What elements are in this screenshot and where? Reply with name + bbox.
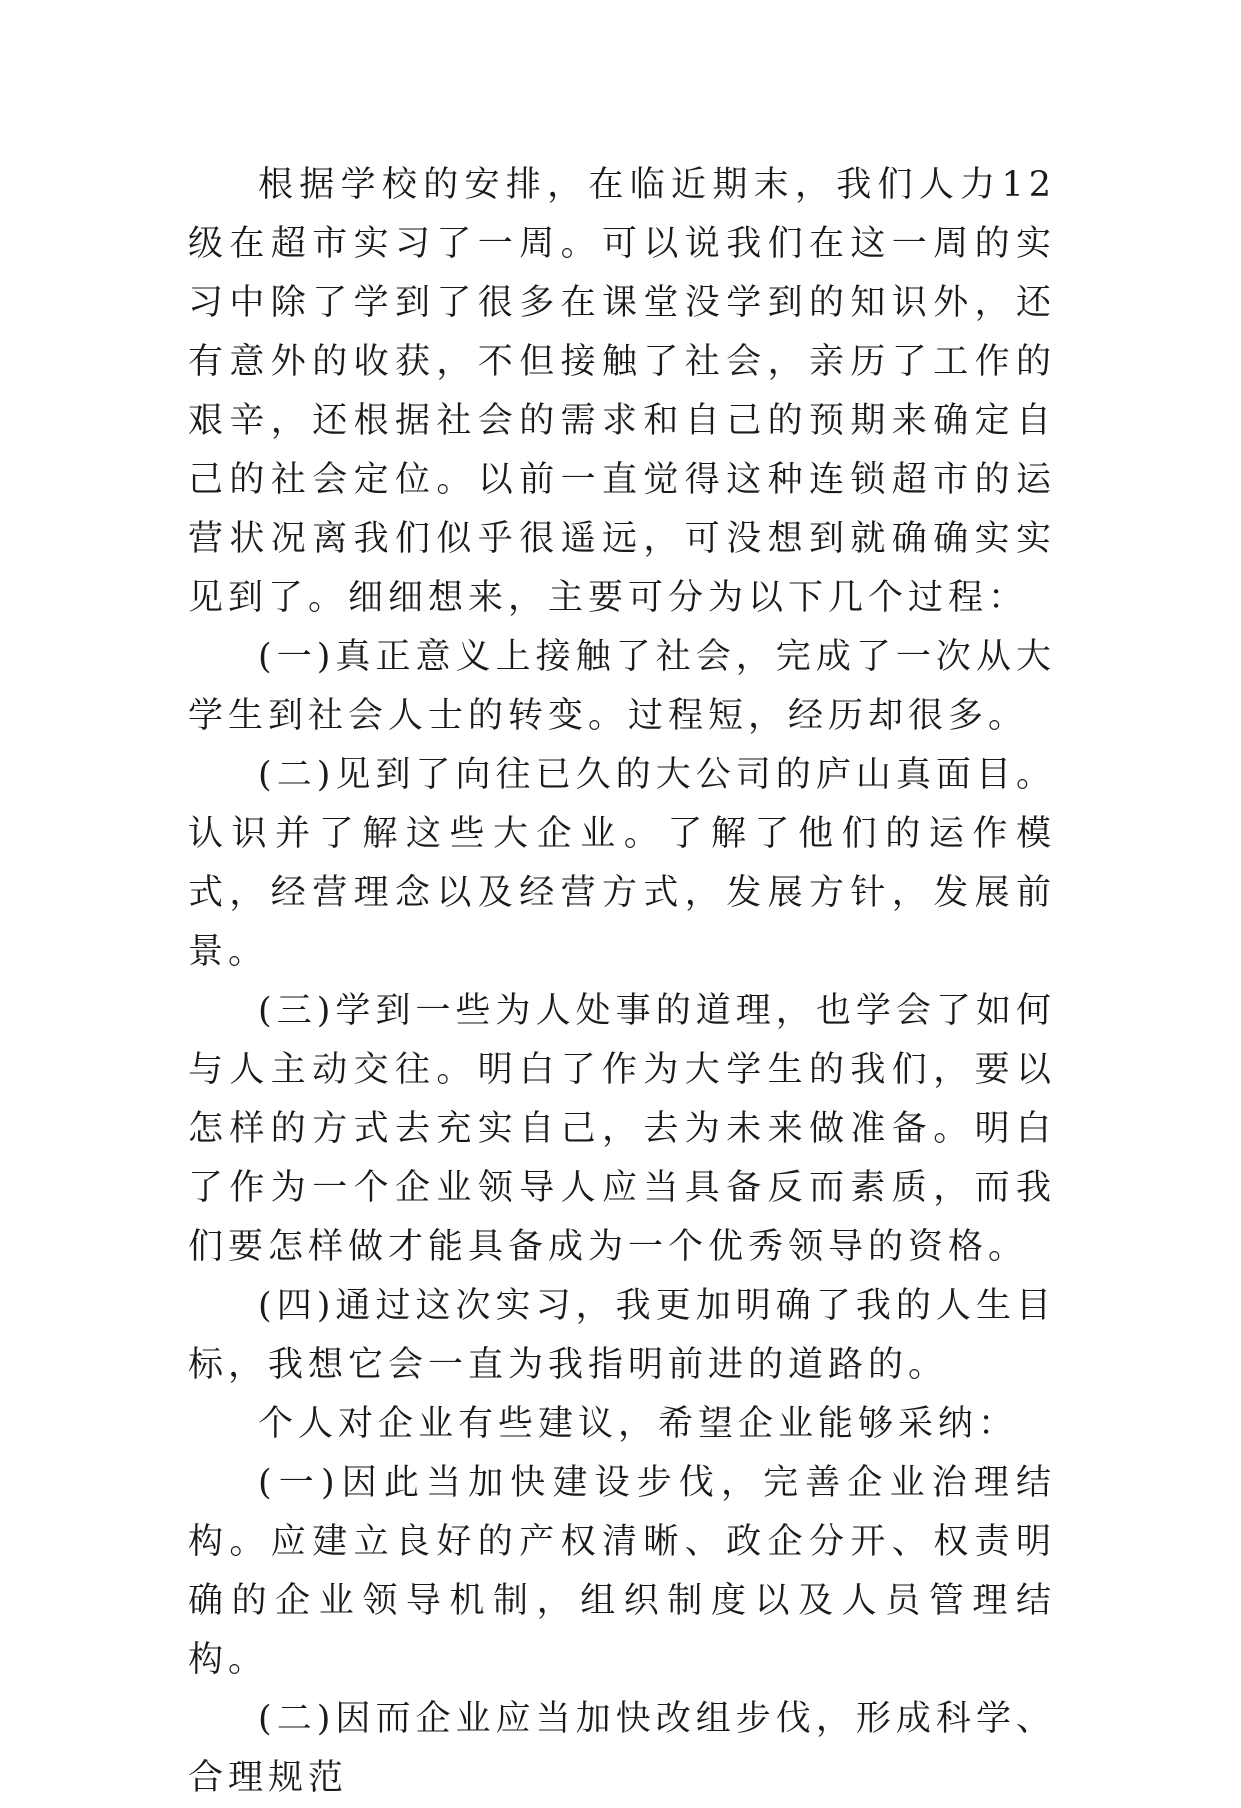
paragraph-suggestion-2: (二)因而企业应当加快改组步伐，形成科学、合理规范 [188,1699,1056,1798]
paragraph-process-2: (二)见到了向往已久的大公司的庐山真面目。认识并了解这些大企业。了解了他们的运作模式，经营理念以及经营方式，发展方针，发展前景。 [188,755,1056,972]
paragraph-process-3: (三)学到一些为人处事的道理，也学会了如何与人主动交往。明白了作为大学生的我们，要以怎样的方式去充实自己，去为未来做准备。明白了作为一个企业领导人应当具备反而素质，而我们要怎样做才能具备成为一个优秀领导的资格。 [188,991,1056,1267]
paragraph-process-4: (四)通过这次实习，我更加明确了我的人生目标，我想它会一直为我指明前进的道路的。 [188,1286,1056,1385]
document-body [188,156,1056,1808]
paragraph-intro: 根据学校的安排，在临近期末，我们人力12级在超市实习了一周。可以说我们在这一周的实习中除了学到了很多在课堂没学到的知识外，还有意外的收获，不但接触了社会，亲历了工作的艰辛，还根据社会的需求和自己的预期来确定自己的社会定位。以前一直觉得这种连锁超市的运营状况离我们似乎很遥远，可没想到就确确实实见到了。细细想来，主要可分为以下几个过程： [188,165,1056,618]
paragraph-suggestions-intro: 个人对企业有些建议，希望企业能够采纳： [258,1404,1019,1444]
paragraph-process-1: (一)真正意义上接触了社会，完成了一次从大学生到社会人士的转变。过程短，经历却很多。 [188,637,1056,736]
paragraph-suggestion-1: (一)因此当加快建设步伐，完善企业治理结构。应建立良好的产权清晰、政企分开、权责明确的企业领导机制，组织制度以及人员管理结构。 [188,1463,1056,1680]
